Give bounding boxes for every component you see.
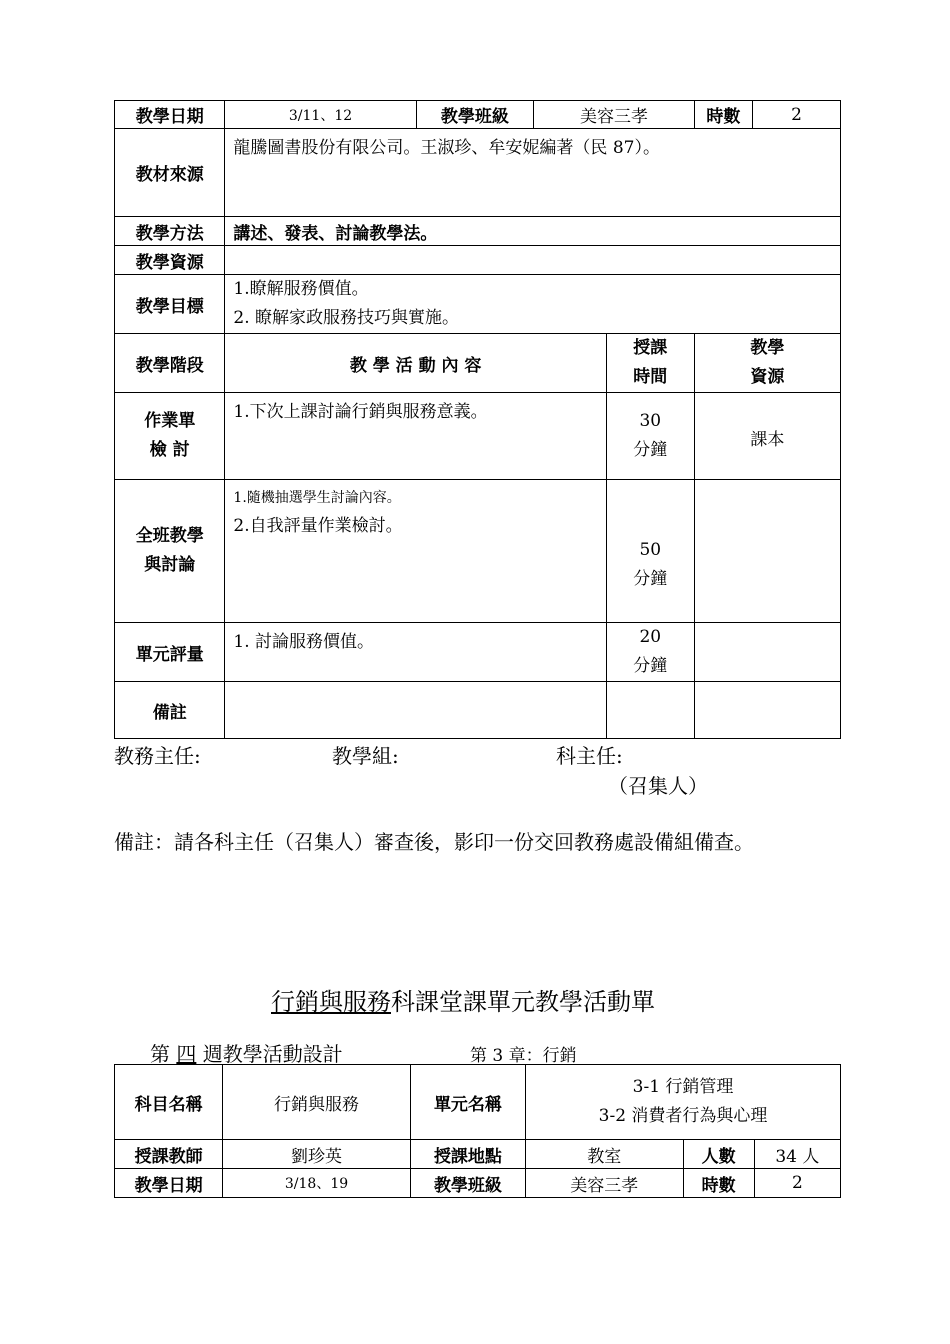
week-prefix: 第 [150,1042,170,1066]
time-unit: 分鐘 [633,569,668,589]
note-text: 備註：請各科主任（召集人）審查後，影印一份交回教務處設備組備查。 [114,830,754,854]
time-cell [606,393,694,480]
method-label: 教學方法 [115,217,225,246]
unit-label: 單元名稱 [410,1065,525,1140]
time-header [606,334,694,393]
date-value-2: 3/18、19 [223,1169,411,1198]
time-value: 20 [639,627,662,647]
goal-label: 教學目標 [115,275,225,334]
goal-item: 2. 瞭解家政服務技巧與實施。 [233,308,460,328]
class-label-2: 教學班級 [410,1169,525,1198]
res-header-line: 教學 [750,338,785,358]
second-page-title [271,982,655,1017]
date-value: 3/11、12 [225,101,416,129]
activity-line: 1. 討論服務價值。 [233,632,375,652]
res-header-line: 資源 [750,367,785,387]
stage-line: 與討論 [144,555,196,575]
activity-cell [225,480,606,623]
count-label: 人數 [683,1140,754,1169]
info-table [114,1064,841,1198]
time-cell [606,480,694,623]
goal-list [225,275,841,334]
stage-line: 作業單 [144,411,196,431]
activity-header: 教 學 活 動 內 容 [225,334,606,393]
time-value: 50 [639,540,662,560]
title-rest: 科課堂課單元教學活動單 [391,988,655,1016]
row-resource: 課本 [694,393,840,480]
class-value-2: 美容三孝 [526,1169,683,1198]
source-label: 教材來源 [115,129,225,217]
stage-cell [115,480,225,623]
count-value: 34 人 [754,1140,840,1169]
remark-label: 備註 [115,682,225,739]
time-header-line: 授課 [633,338,668,358]
place-label: 授課地點 [410,1140,525,1169]
source-value: 龍騰圖書股份有限公司。王淑珍、牟安妮編著（民 87）。 [225,129,841,217]
row-resource [694,623,840,682]
time-cell [606,623,694,682]
activity-cell [225,393,606,480]
resource-label: 教學資源 [115,246,225,275]
unit-value [526,1065,841,1140]
resource-value [225,246,841,275]
method-value: 講述、發表、討論教學法。 [225,217,841,246]
unit-line: 3-1 行銷管理 [632,1077,734,1097]
time-value: 30 [639,411,662,431]
date-label: 教學日期 [115,101,225,129]
teacher-value: 劉珍英 [223,1140,411,1169]
activity-line: 2.自我評量作業檢討。 [233,516,403,536]
row-resource [694,480,840,623]
unit-line: 3-2 消費者行為與心理 [598,1106,768,1126]
hours-value: 2 [753,101,841,129]
stage-line: 單元評量 [135,644,204,665]
time-header-line: 時間 [633,367,668,387]
class-value: 美容三孝 [534,101,695,129]
teacher-label: 授課教師 [115,1140,223,1169]
class-label: 教學班級 [416,101,534,129]
head-signature-label: 科主任: [556,744,623,768]
place-value: 教室 [526,1140,683,1169]
week-number: 四 [176,1042,197,1066]
stage-cell [115,393,225,480]
subject-label: 科目名稱 [115,1065,223,1140]
remark-resource [694,682,840,739]
convener-label: （召集人） [608,774,708,798]
week-suffix: 週教學活動設計 [202,1042,343,1066]
stage-line: 全班教學 [135,526,204,546]
activity-cell [225,623,606,682]
time-unit: 分鐘 [633,656,668,676]
stage-line: 檢 討 [149,440,190,460]
subject-value: 行銷與服務 [223,1065,411,1140]
stage-cell [115,623,225,682]
hours-value-2: 2 [754,1169,840,1198]
remark-content [225,682,606,739]
hours-label: 時數 [694,101,752,129]
group-signature-label: 教學組: [332,744,399,768]
res-header [694,334,840,393]
date-label-2: 教學日期 [115,1169,223,1198]
goal-item: 1.瞭解服務價值。 [233,279,369,299]
hours-label-2: 時數 [683,1169,754,1198]
stage-header: 教學階段 [115,334,225,393]
chapter-label: 第 3 章：行銷 [470,1046,577,1066]
activity-line: 1.隨機抽選學生討論內容。 [233,490,401,506]
activity-line: 1.下次上課討論行銷與服務意義。 [233,402,488,422]
subject-title-underlined: 行銷與服務 [271,988,391,1016]
remark-time [606,682,694,739]
lesson-plan-table [114,100,841,739]
time-unit: 分鐘 [633,440,668,460]
director-signature-label: 教務主任: [114,744,201,768]
week-line [150,1038,343,1067]
